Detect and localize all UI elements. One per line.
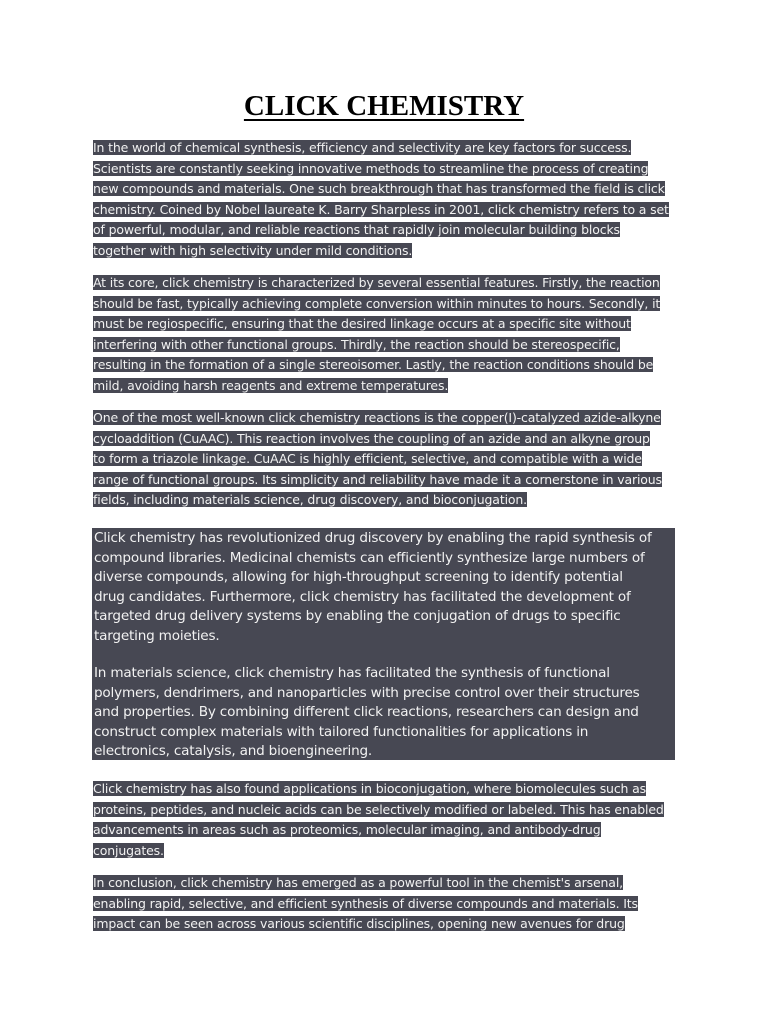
paragraph-conclusion: [93, 873, 675, 935]
paragraph-text: In the world of chemical synthesis, efficiency and selectivity are key factors for success. Scientists are constantly seeking innovative methods to streamline the process of creating new compounds and materials. One such breakthrough that has transformed the field is click chemistry. Coined by Nobel laureate K. Barry Sharpless in 2001, click chemistry refers to a set of powerful, modular, and reliable reactions that rapidly join molecular building blocks together with high selectivity under mild conditions.: [93, 140, 669, 258]
paragraph-text: One of the most well-known click chemistry reactions is the copper(I)-catalyzed azide-alkyne cycloaddition (CuAAC). This reaction involves the coupling of an azide and an alkyne group to form a triazole linkage. CuAAC is highly efficient, selective, and compatible with a wide range of functional groups. Its simplicity and reliability have made it a cornerstone in various fields, including materials science, drug discovery, and bioconjugation.: [93, 410, 662, 507]
paragraph-core-features: [93, 273, 675, 396]
document-title: CLICK CHEMISTRY: [243, 90, 525, 122]
highlighted-block: [92, 528, 675, 760]
paragraph-text: In conclusion, click chemistry has emerged as a powerful tool in the chemist's arsenal, enabling rapid, selective, and efficient synthesis of diverse compounds and materials. Its impact can be seen across various scientific disciplines, opening new avenues for drug: [93, 875, 638, 931]
paragraph-text: At its core, click chemistry is characterized by several essential features. Firstly, the reaction should be fast, typically achieving complete conversion within minutes to hours. Secondly, it must be regiospecific, ensuring that the desired linkage occurs at a specific site without interfering with other functional groups. Thirdly, the reaction should be stereospecific, resulting in the formation of a single stereoisomer. Lastly, the reaction conditions should be mild, avoiding harsh reagents and extreme temperatures.: [93, 275, 661, 393]
paragraph-bioconjugation: [93, 779, 675, 861]
paragraph-text: Click chemistry has also found applications in bioconjugation, where biomolecules such as proteins, peptides, and nucleic acids can be selectively modified or labeled. This has enabled advancements in areas such as proteomics, molecular imaging, and antibody-drug conjugates.: [93, 781, 664, 858]
paragraph-cuaac: [93, 408, 675, 511]
paragraph-introduction: [93, 138, 675, 261]
paragraph-materials-science: In materials science, click chemistry has facilitated the synthesis of functional polymers, dendrimers, and nanoparticles with precise control over their structures and properties. By combining different click reactions, researchers can design and construct complex materials with tailored functionalities for applications in electronics, catalysis, and bioengineering.: [94, 665, 640, 759]
paragraph-drug-discovery: Click chemistry has revolutionized drug discovery by enabling the rapid synthesis of compound libraries. Medicinal chemists can efficiently synthesize large numbers of diverse compounds, allowing for high-throughput screening to identify potential drug candidates. Furthermore, click chemistry has facilitated the development of targeted drug delivery systems by enabling the conjugation of drugs to specific targeting moieties.: [94, 530, 652, 644]
